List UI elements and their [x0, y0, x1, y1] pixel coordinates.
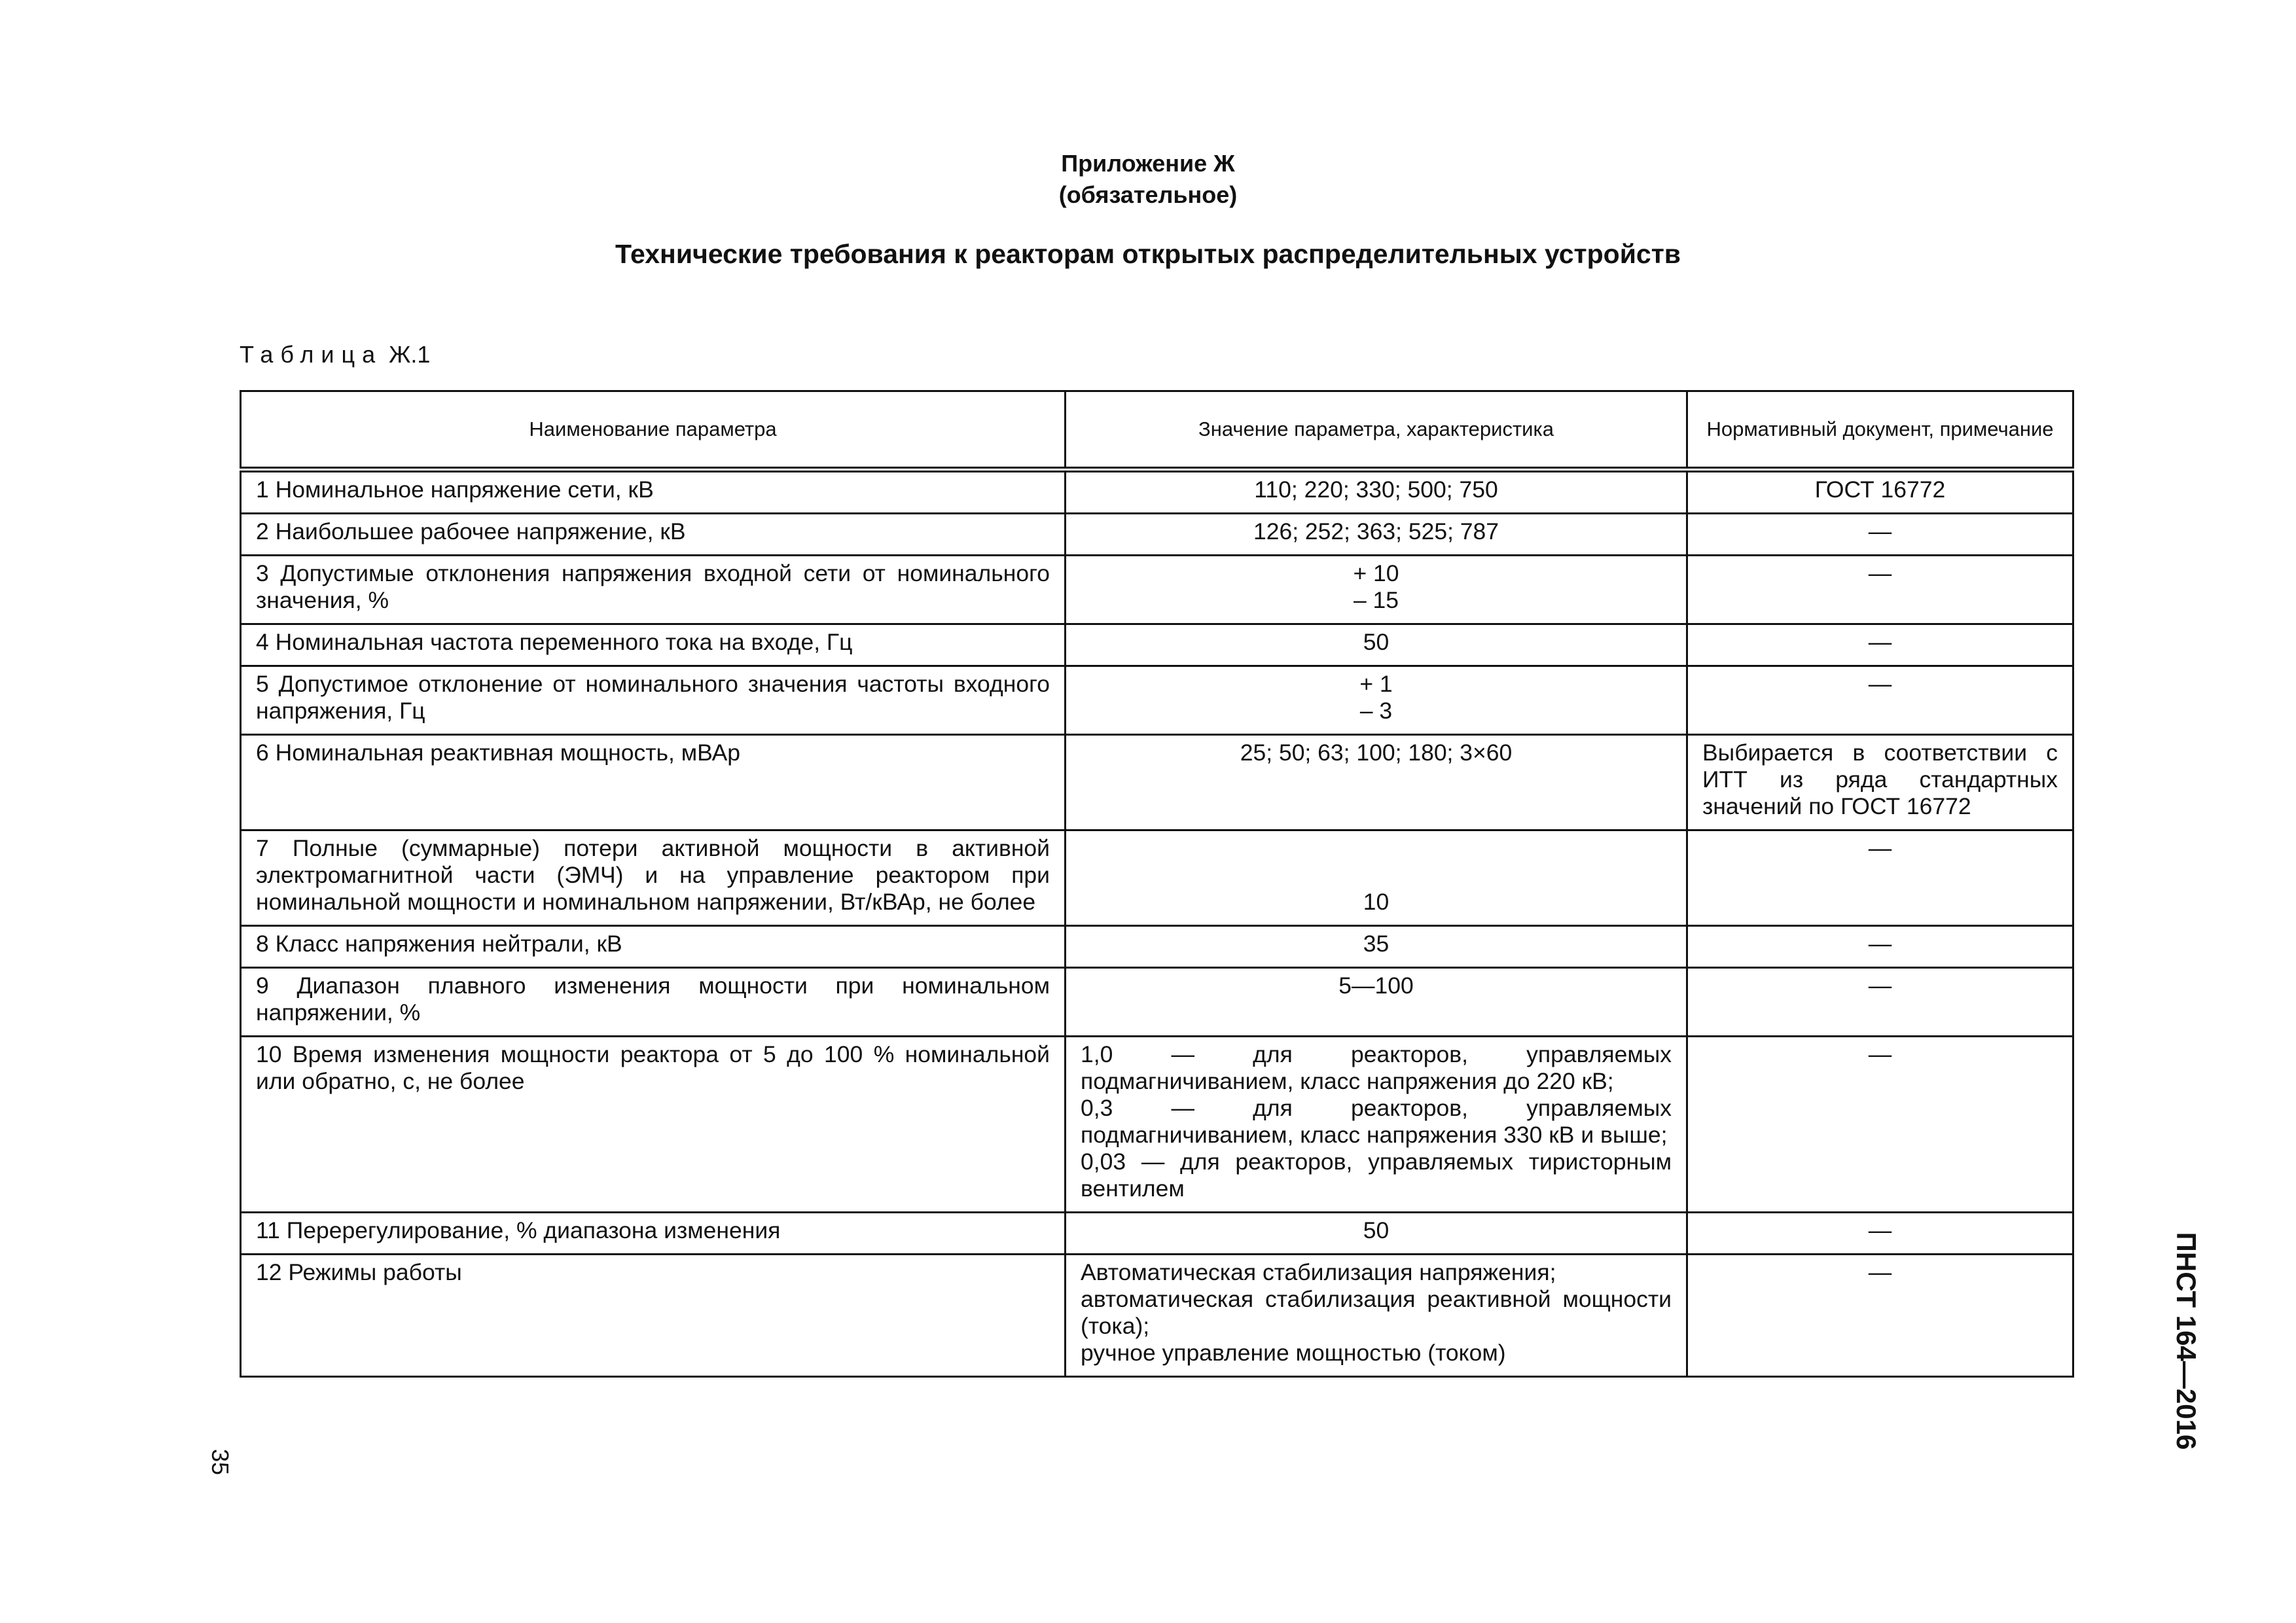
- value-line: Автоматическая стабилизация напряжения;: [1081, 1259, 1556, 1285]
- value-line: + 10: [1353, 560, 1399, 586]
- document-cell: —: [1687, 624, 2073, 666]
- parameter-name-cell: 12 Режимы работы: [241, 1255, 1066, 1377]
- document-cell: —: [1687, 1037, 2073, 1213]
- document-cell: —: [1687, 968, 2073, 1037]
- document-cell: Выбирается в соответствии с ИТТ из ряда стандартных значений по ГОСТ 16772: [1687, 735, 2073, 830]
- parameter-name-cell: 3 Допустимые отклонения напряжения входной сети от номинального значения, %: [241, 556, 1066, 624]
- document-cell: —: [1687, 1255, 2073, 1377]
- table-row: [241, 1037, 2073, 1213]
- value-line: – 15: [1353, 587, 1399, 613]
- requirements-table: [240, 390, 2074, 1378]
- value-line: ручное управление мощностью (током): [1081, 1340, 1506, 1366]
- parameter-name-cell: 8 Класс напряжения нейтрали, кВ: [241, 926, 1066, 968]
- value-line: автоматическая стабилизация реактивной мощности (тока);: [1081, 1286, 1672, 1339]
- value-line: + 1: [1359, 671, 1393, 697]
- value-line: – 3: [1359, 698, 1393, 724]
- document-cell: —: [1687, 830, 2073, 926]
- parameter-value-cell: 10: [1066, 830, 1687, 926]
- table-row: [241, 735, 2073, 830]
- parameter-value-cell: 5—100: [1066, 968, 1687, 1037]
- value-line: 0,03 — для реакторов, управляемых тиристорным вентилем: [1081, 1149, 1672, 1202]
- document-cell: ГОСТ 16772: [1687, 470, 2073, 514]
- table-header-row: [241, 391, 2073, 470]
- value-line: 1,0 — для реакторов, управляемых подмагничиванием, класс напряжения до 220 кВ;: [1081, 1041, 1672, 1094]
- parameter-value-cell: [1066, 1037, 1687, 1213]
- table-row: [241, 666, 2073, 735]
- page-number: 35: [207, 1449, 234, 1476]
- document-cell: —: [1687, 666, 2073, 735]
- parameter-name-cell: 7 Полные (суммарные) потери активной мощности в активной электромагнитной части (ЭМЧ) и на управление реактором при номинальной мощности и номинальном напряжении, Вт/кВАр, не более: [241, 830, 1066, 926]
- parameter-value-cell: 126; 252; 363; 525; 787: [1066, 514, 1687, 556]
- table-row: [241, 624, 2073, 666]
- table-caption-word: Таблица: [240, 341, 383, 368]
- parameter-name-cell: 4 Номинальная частота переменного тока на входе, Гц: [241, 624, 1066, 666]
- parameter-value-cell: [1066, 666, 1687, 735]
- document-cell: —: [1687, 926, 2073, 968]
- parameter-value-cell: 110; 220; 330; 500; 750: [1066, 470, 1687, 514]
- parameter-name-cell: 5 Допустимое отклонение от номинального значения частоты входного напряжения, Гц: [241, 666, 1066, 735]
- parameter-value-cell: 50: [1066, 624, 1687, 666]
- table-row: [241, 556, 2073, 624]
- table-row: [241, 830, 2073, 926]
- table-caption-number: Ж.1: [389, 341, 431, 368]
- appendix-label: Приложение Ж: [1061, 150, 1235, 177]
- parameter-value-cell: 35: [1066, 926, 1687, 968]
- parameter-name-cell: 9 Диапазон плавного изменения мощности при номинальном напряжении, %: [241, 968, 1066, 1037]
- table-row: [241, 1213, 2073, 1255]
- table-row: [241, 514, 2073, 556]
- parameter-value-cell: [1066, 556, 1687, 624]
- parameter-name-cell: 2 Наибольшее рабочее напряжение, кВ: [241, 514, 1066, 556]
- document-cell: —: [1687, 556, 2073, 624]
- parameter-name-cell: 6 Номинальная реактивная мощность, мВАр: [241, 735, 1066, 830]
- appendix-header: [0, 148, 2296, 271]
- value-line: 0,3 — для реакторов, управляемых подмагничиванием, класс напряжения 330 кВ и выше;: [1081, 1095, 1672, 1148]
- appendix-title: Технические требования к реакторам открытых распределительных устройств: [615, 239, 1681, 269]
- document-code: ПНСТ 164—2016: [2171, 1232, 2202, 1450]
- appendix-status: (обязательное): [1058, 181, 1238, 208]
- column-header-value: Значение параметра, характеристика: [1066, 391, 1687, 470]
- column-header-document: Нормативный документ, примечание: [1687, 391, 2073, 470]
- document-cell: —: [1687, 1213, 2073, 1255]
- parameter-value-cell: [1066, 1255, 1687, 1377]
- table-row: [241, 926, 2073, 968]
- parameter-value-cell: 25; 50; 63; 100; 180; 3×60: [1066, 735, 1687, 830]
- parameter-name-cell: 1 Номинальное напряжение сети, кВ: [241, 470, 1066, 514]
- document-cell: —: [1687, 514, 2073, 556]
- table-caption: [240, 339, 430, 370]
- table-row: [241, 968, 2073, 1037]
- table-row: [241, 1255, 2073, 1377]
- parameter-value-cell: 50: [1066, 1213, 1687, 1255]
- table-row: [241, 470, 2073, 514]
- column-header-parameter: Наименование параметра: [241, 391, 1066, 470]
- parameter-name-cell: 11 Перерегулирование, % диапазона изменения: [241, 1213, 1066, 1255]
- parameter-name-cell: 10 Время изменения мощности реактора от 5 до 100 % номинальной или обратно, с, не более: [241, 1037, 1066, 1213]
